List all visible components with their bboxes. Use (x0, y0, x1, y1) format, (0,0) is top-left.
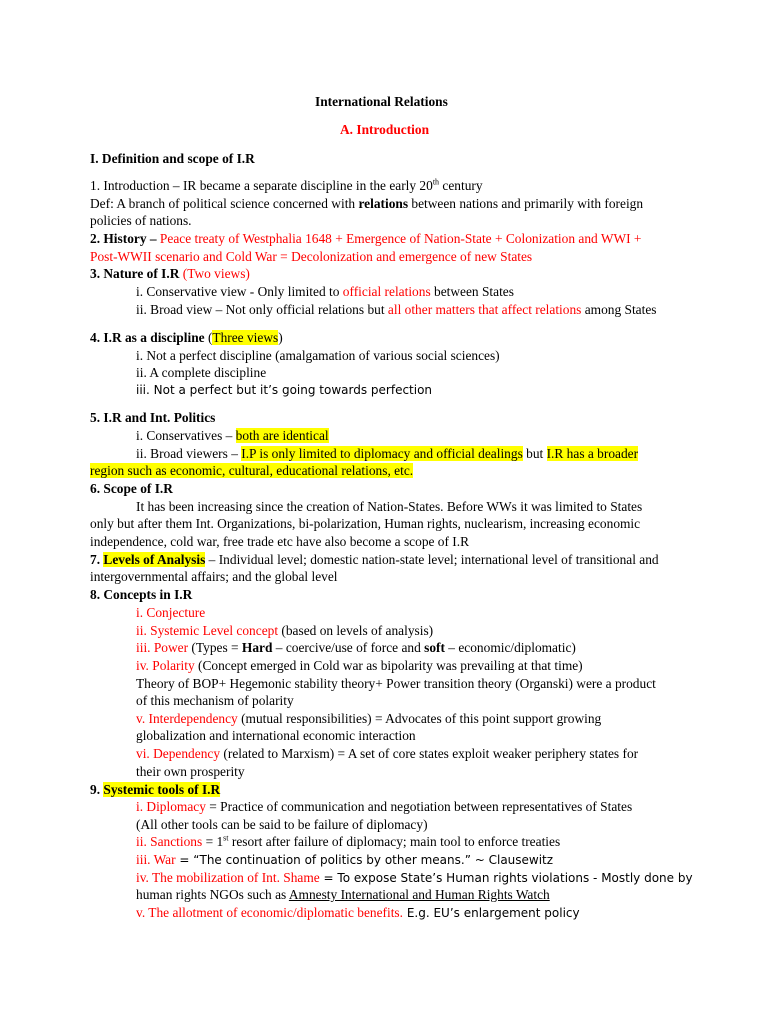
politics-item-ii-cont: region such as economic, cultural, educational relations, etc. (90, 463, 414, 478)
discipline-heading: 4. I.R as a discipline (Three views) (90, 330, 283, 345)
tool-ii: ii. Sanctions = 1st resort after failure of diplomacy; main tool to enforce treaties (136, 833, 561, 849)
tool-iv-cont: human rights NGOs such as Amnesty International and Human Rights Watch (136, 887, 550, 902)
concept-vi-cont: their own prosperity (136, 764, 245, 779)
politics-heading: 5. I.R and Int. Politics (90, 410, 216, 425)
concept-iv-cont: Theory of BOP+ Hegemonic stability theory+ Power transition theory (Organski) were a product (136, 676, 656, 691)
levels-line-2: intergovernmental affairs; and the global level (90, 569, 338, 584)
tool-v: v. The allotment of economic/diplomatic benefits. E.g. EU’s enlargement policy (136, 905, 580, 920)
page-title: International Relations (315, 94, 448, 109)
concept-v-cont: globalization and international economic interaction (136, 728, 416, 743)
tool-iii: iii. War = “The continuation of politics by other means.” ~ Clausewitz (136, 852, 554, 867)
scope-heading: 6. Scope of I.R (90, 481, 173, 496)
nature-item-i: i. Conservative view - Only limited to official relations between States (136, 284, 514, 299)
section-heading: A. Introduction (340, 122, 430, 137)
concepts-heading: 8. Concepts in I.R (90, 587, 193, 602)
scope-text: It has been increasing since the creation of Nation-States. Before WWs it was limited to States (136, 499, 643, 514)
ngo-names: Amnesty International and Human Rights Watch (288, 887, 550, 902)
definition-line: Def: A branch of political science concerned with relations between nations and primarily with foreign (90, 196, 644, 211)
scope-text-3: independence, cold war, free trade etc have also become a scope of I.R (90, 534, 470, 549)
nature-item-ii: ii. Broad view – Not only official relations but all other matters that affect relations among States (136, 302, 657, 317)
scope-text-2: only but after them Int. Organizations, bi-polarization, Human rights, nuclearism, increasing economic (90, 516, 641, 531)
nature-heading: 3. Nature of I.R (Two views) (90, 266, 250, 281)
discipline-item-iii: iii. Not a perfect but it’s going towards perfection (136, 383, 433, 397)
tool-i: i. Diplomacy = Practice of communication and negotiation between representatives of States (136, 799, 633, 814)
tool-iv: iv. The mobilization of Int. Shame = To expose State’s Human rights violations - Mostly done by (136, 870, 693, 885)
intro-line: 1. Introduction – IR became a separate discipline in the early 20th century (90, 177, 483, 193)
concept-iii: iii. Power (Types = Hard – coercive/use of force and soft – economic/diplomatic) (136, 640, 576, 655)
discipline-item-ii: ii. A complete discipline (136, 365, 267, 380)
concept-v: v. Interdependency (mutual responsibilities) = Advocates of this point support growing (136, 711, 602, 726)
levels-line: 7. Levels of Analysis – Individual level; domestic nation-state level; international level of transitional and (90, 552, 659, 567)
tools-heading: 9. Systemic tools of I.R (90, 782, 221, 797)
history-line: 2. History – Peace treaty of Westphalia 1648 + Emergence of Nation-State + Colonization and WWI + (90, 231, 642, 246)
definition-line-2: policies of nations. (90, 213, 192, 228)
concept-vi: vi. Dependency (related to Marxism) = A set of core states exploit weaker periphery states for (136, 746, 639, 761)
concept-iv: iv. Polarity (Concept emerged in Cold war as bipolarity was prevailing at that time) (136, 658, 583, 673)
concept-ii: ii. Systemic Level concept (based on levels of analysis) (136, 623, 434, 638)
politics-item-ii: ii. Broad viewers – I.P is only limited to diplomacy and official dealings but I.R has a broader (136, 446, 639, 461)
politics-item-i: i. Conservatives – both are identical (136, 428, 329, 443)
concept-i: i. Conjecture (136, 605, 206, 620)
concept-iv-cont-2: of this mechanism of polarity (136, 693, 294, 708)
tool-i-cont: (All other tools can be said to be failure of diplomacy) (136, 817, 428, 832)
subsection-heading: I. Definition and scope of I.R (90, 151, 255, 166)
history-line-2: Post-WWII scenario and Cold War = Decolonization and emergence of new States (90, 249, 533, 264)
discipline-item-i: i. Not a perfect discipline (amalgamation of various social sciences) (136, 348, 500, 363)
